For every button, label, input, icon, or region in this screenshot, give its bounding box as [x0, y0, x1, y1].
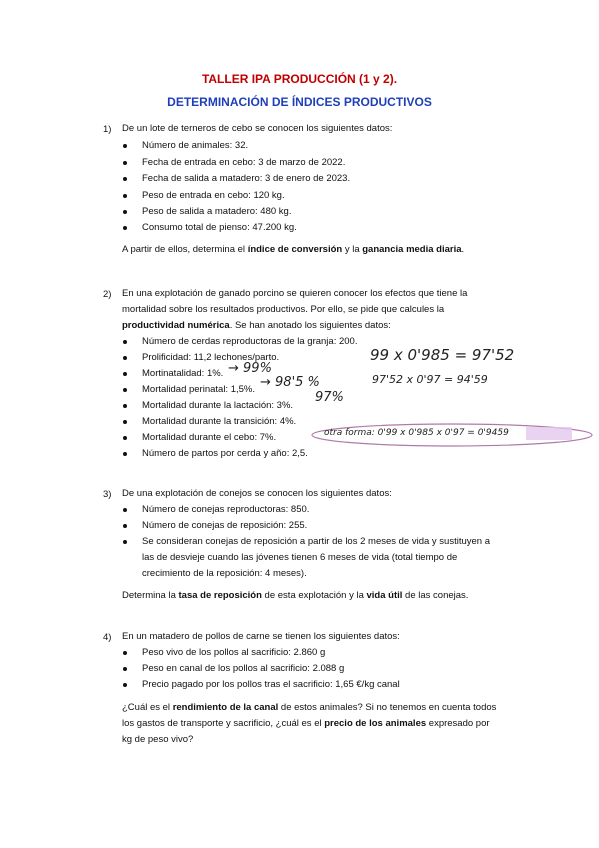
q2-item: Prolificidad: 11,2 lechones/parto.	[142, 350, 279, 366]
q4-item: Precio pagado por los pollos tras el sacrificio: 1,65 €/kg canal	[142, 677, 400, 693]
q1-item: Número de animales: 32.	[142, 138, 248, 154]
question-1-number: 1)	[103, 124, 112, 135]
question-4-line-3: kg de peso vivo?	[122, 734, 194, 745]
question-2-line-1: En una explotación de ganado porcino se quieren conocer los efectos que tiene la	[122, 288, 468, 299]
handwritten-calculation-1: 99 x 0'985 = 97'52	[370, 346, 515, 364]
q2-item: Número de partos por cerda y año: 2,5.	[142, 446, 308, 462]
q1-item: Fecha de salida a matadero: 3 de enero de 2023.	[142, 171, 350, 187]
q2-item: Mortalidad durante el cebo: 7%.	[142, 430, 276, 446]
question-2-line-2: mortalidad sobre los resultados productivos. Por ello, se pide que calcules la	[122, 304, 445, 315]
q2-item: Mortalidad perinatal: 1,5%.	[142, 382, 255, 398]
question-2-number: 2)	[103, 289, 112, 300]
question-3-intro: De una explotación de conejos se conocen los siguientes datos:	[122, 488, 392, 499]
question-3-number: 3)	[103, 489, 112, 500]
handwritten-note-lactacion: 97%	[315, 390, 344, 405]
q2-item: Mortinatalidad: 1%.	[142, 366, 223, 382]
q3-item-continuation: las de desvieje cuando las jóvenes tienen 6 meses de vida (total tiempo de	[142, 552, 458, 563]
q1-item: Fecha de entrada en cebo: 3 de marzo de 2022.	[142, 155, 345, 171]
document-title: TALLER IPA PRODUCCIÓN (1 y 2).	[201, 72, 398, 86]
q1-item: Peso de entrada en cebo: 120 kg.	[142, 188, 285, 204]
handwritten-note-perinatal: → 98'5 %	[260, 375, 320, 390]
q3-item: Número de conejas reproductoras: 850.	[142, 502, 309, 518]
q3-item: Se consideran conejas de reposición a partir de los 2 meses de vida y sustituyen a	[142, 534, 490, 550]
handwritten-note-mortinatalidad: → 99%	[228, 361, 272, 376]
question-4-intro: En un matadero de pollos de carne se tienen los siguientes datos:	[122, 631, 400, 642]
q1-item: Peso de salida a matadero: 480 kg.	[142, 204, 291, 220]
question-4-line-2: los gastos de transporte y sacrificio, ¿cuál es el precio de los animales expresado por	[122, 718, 490, 729]
q4-item: Peso en canal de los pollos al sacrificio: 2.088 g	[142, 661, 344, 677]
document-subtitle: DETERMINACIÓN DE ÍNDICES PRODUCTIVOS	[167, 95, 432, 109]
question-1-intro: De un lote de terneros de cebo se conocen los siguientes datos:	[122, 123, 393, 134]
q3-item: Número de conejas de reposición: 255.	[142, 518, 307, 534]
question-4-number: 4)	[103, 632, 112, 643]
q2-item: Mortalidad durante la transición: 4%.	[142, 414, 296, 430]
question-1-task: A partir de ellos, determina el índice de conversión y la ganancia media diaria.	[122, 244, 465, 255]
q3-item-continuation: crecimiento de la reposición: 4 meses).	[142, 568, 307, 579]
handwritten-alternative: otra forma: 0'99 x 0'985 x 0'97 = 0'9459	[324, 428, 509, 438]
q1-item: Consumo total de pienso: 47.200 kg.	[142, 220, 297, 236]
question-2-line-3: productividad numérica. Se han anotado los siguientes datos:	[122, 320, 391, 331]
highlight-mark	[526, 427, 572, 440]
q2-item: Mortalidad durante la lactación: 3%.	[142, 398, 293, 414]
question-3-task: Determina la tasa de reposición de esta explotación y la vida útil de las conejas.	[122, 590, 469, 601]
question-4-line-1: ¿Cuál es el rendimiento de la canal de estos animales? Si no tenemos en cuenta todos	[122, 702, 497, 713]
q4-item: Peso vivo de los pollos al sacrificio: 2.860 g	[142, 645, 325, 661]
q2-item: Número de cerdas reproductoras de la granja: 200.	[142, 334, 357, 350]
handwritten-calculation-2: 97'52 x 0'97 = 94'59	[372, 373, 488, 386]
